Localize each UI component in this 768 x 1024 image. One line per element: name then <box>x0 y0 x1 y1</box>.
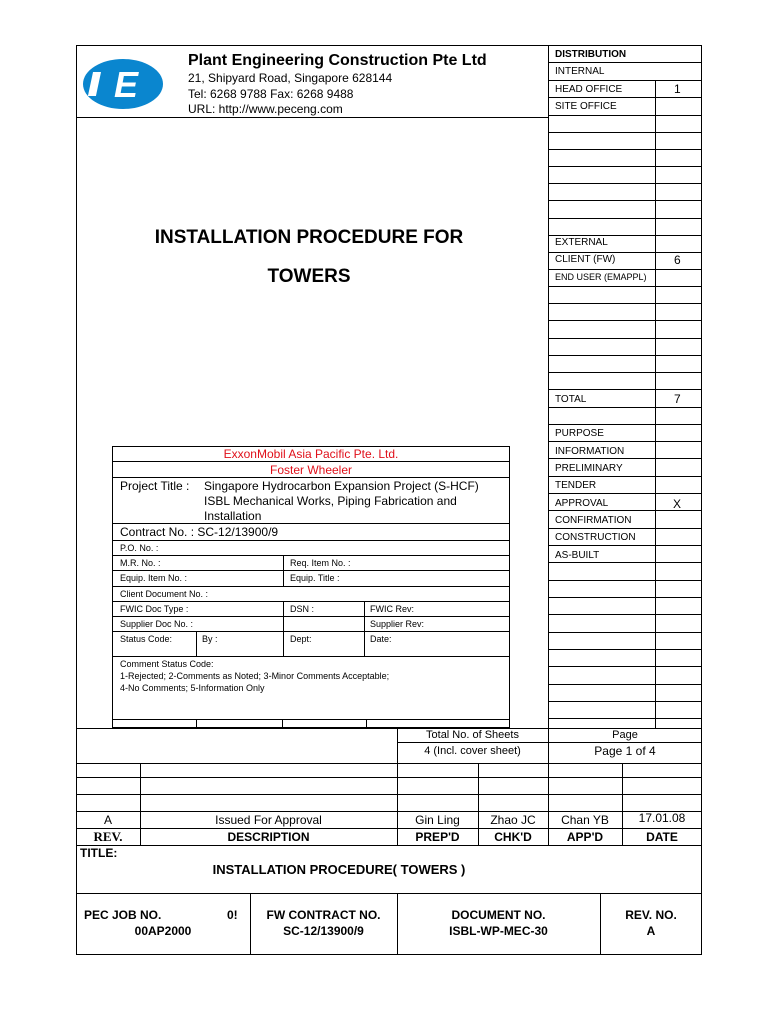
distribution-row-line <box>548 441 702 442</box>
stamp-mr-no: M.R. No. : <box>120 558 161 568</box>
distribution-row-line <box>548 218 702 219</box>
purpose-approval: APPROVAL <box>555 498 609 509</box>
distribution-end-user: END USER (EMAPPL) <box>555 272 647 282</box>
header-description: DESCRIPTION <box>227 830 310 844</box>
stamp-by: By : <box>202 634 218 644</box>
stamp-comment-head: Comment Status Code: <box>120 659 214 669</box>
distribution-row-line <box>548 200 702 201</box>
company-logo <box>82 58 164 110</box>
company-name: Plant Engineering Construction Pte Ltd <box>188 52 487 69</box>
stamp-comment-line1: 1-Rejected; 2-Comments as Noted; 3-Minor Comments Acceptable; <box>120 671 390 681</box>
distribution-row-line <box>548 115 702 116</box>
revision-prepared-by: Gin Ling <box>415 813 460 827</box>
pec-job-value: 00AP2000 <box>134 924 192 938</box>
purpose-confirmation: CONFIRMATION <box>555 515 632 526</box>
total-qty: 7 <box>674 392 681 406</box>
title-value: INSTALLATION PROCEDURE( TOWERS ) <box>212 862 466 877</box>
stamp-project-line2: ISBL Mechanical Works, Piping Fabrication and <box>204 494 457 508</box>
client-qty: 6 <box>674 253 681 267</box>
distribution-row-line <box>548 183 702 184</box>
purpose-as-built: AS-BUILT <box>555 550 600 561</box>
header-date: DATE <box>646 830 678 844</box>
rev-no-value: A <box>646 924 656 938</box>
head-office-qty: 1 <box>674 82 681 96</box>
revision-checked-by: Zhao JC <box>490 813 536 827</box>
distribution-row-line <box>548 303 702 304</box>
distribution-row-line <box>548 493 702 494</box>
stamp-client-doc-no: Client Document No. : <box>120 589 209 599</box>
page-label: Page <box>612 729 638 741</box>
distribution-row-line <box>548 458 702 459</box>
purpose-information: INFORMATION <box>555 446 625 457</box>
distribution-row-line <box>548 476 702 477</box>
total-sheets-value: 4 (Incl. cover sheet) <box>424 745 521 757</box>
distribution-row-line <box>548 149 702 150</box>
distribution-row-line <box>548 235 702 236</box>
stamp-equip-title: Equip. Title : <box>290 573 340 583</box>
document-no-label: DOCUMENT NO. <box>451 908 546 922</box>
header-approved: APP'D <box>566 830 604 844</box>
stamp-client-exxonmobil: ExxonMobil Asia Pacific Pte. Ltd. <box>223 447 399 461</box>
distribution-row-line <box>548 701 702 702</box>
document-title-line2: TOWERS <box>267 266 351 287</box>
distribution-row-line <box>548 286 702 287</box>
distribution-row-line <box>548 684 702 685</box>
distribution-row-line <box>548 545 702 546</box>
pec-job-label: PEC JOB NO. <box>84 908 162 922</box>
distribution-row-line <box>548 62 702 63</box>
stamp-client-foster-wheeler: Foster Wheeler <box>269 463 353 477</box>
stamp-date: Date: <box>370 634 392 644</box>
company-url: URL: http://www.peceng.com <box>188 102 343 116</box>
distribution-row-line <box>548 718 702 719</box>
distribution-row-line <box>548 562 702 563</box>
distribution-row-line <box>548 320 702 321</box>
stamp-fwic-rev: FWIC Rev: <box>370 604 414 614</box>
revision-approved-by: Chan YB <box>561 813 609 827</box>
title-label: TITLE: <box>80 846 118 860</box>
stamp-contract-no: Contract No. : SC-12/13900/9 <box>120 525 279 539</box>
distribution-row-line <box>548 597 702 598</box>
company-tel-fax: Tel: 6268 9788 Fax: 6268 9488 <box>188 87 354 101</box>
distribution-row-line <box>548 132 702 133</box>
stamp-supplier-doc-no: Supplier Doc No. : <box>120 619 194 629</box>
stamp-fwic-doc-type: FWIC Doc Type : <box>120 604 189 614</box>
distribution-site-office: SITE OFFICE <box>555 101 617 112</box>
total-sheets-label: Total No. of Sheets <box>426 729 519 741</box>
company-address: 21, Shipyard Road, Singapore 628144 <box>188 71 393 85</box>
distribution-header: DISTRIBUTION <box>555 49 627 60</box>
distribution-row-line <box>548 649 702 650</box>
logo-letter: E <box>113 64 139 105</box>
distribution-row-line <box>548 528 702 529</box>
rev-no-label: REV. NO. <box>625 908 677 922</box>
stamp-dsn: DSN : <box>290 604 315 614</box>
distribution-row-line <box>548 666 702 667</box>
distribution-row-line <box>548 372 702 373</box>
header-rev: REV. <box>93 829 123 844</box>
stamp-status-code: Status Code: <box>120 634 173 644</box>
distribution-row-line <box>548 407 702 408</box>
distribution-external: EXTERNAL <box>555 237 608 248</box>
distribution-total: TOTAL <box>555 394 587 405</box>
revision-date: 17.01.08 <box>638 811 686 825</box>
stamp-req-item-no: Req. Item No. : <box>290 558 351 568</box>
distribution-client: CLIENT (FW) <box>555 254 616 265</box>
fw-contract-label: FW CONTRACT NO. <box>266 908 381 922</box>
approval-mark: X <box>673 497 682 511</box>
distribution-row-line <box>548 97 702 98</box>
page-value: Page 1 of 4 <box>594 744 656 758</box>
distribution-row-line <box>548 269 702 270</box>
stamp-project-label: Project Title : <box>120 479 190 493</box>
document-no-value: ISBL-WP-MEC-30 <box>449 924 548 938</box>
distribution-row-line <box>548 338 702 339</box>
stamp-dept: Dept: <box>290 634 312 644</box>
purpose-construction: CONSTRUCTION <box>555 532 636 543</box>
purpose-tender: TENDER <box>555 480 597 491</box>
distribution-head-office: HEAD OFFICE <box>555 84 623 95</box>
pec-job-suffix: 0! <box>227 908 238 922</box>
distribution-row-line <box>548 580 702 581</box>
stamp-supplier-rev: Supplier Rev: <box>370 619 425 629</box>
purpose-label: PURPOSE <box>555 428 604 439</box>
distribution-row-line <box>548 166 702 167</box>
distribution-row-line <box>548 389 702 390</box>
revision-rev: A <box>103 813 112 827</box>
distribution-row-line <box>548 632 702 633</box>
stamp-project-line3: Installation <box>204 509 262 523</box>
stamp-equip-item-no: Equip. Item No. : <box>120 573 188 583</box>
fw-contract-value: SC-12/13900/9 <box>283 924 364 938</box>
stamp-po-no: P.O. No. : <box>120 543 159 553</box>
stamp-project-line1: Singapore Hydrocarbon Expansion Project (S-HCF) <box>204 479 479 493</box>
revision-description: Issued For Approval <box>215 813 322 827</box>
header-checked: CHK'D <box>494 830 532 844</box>
purpose-preliminary: PRELIMINARY <box>555 463 623 474</box>
distribution-row-line <box>548 355 702 356</box>
distribution-internal: INTERNAL <box>555 66 605 77</box>
document-title-line1: INSTALLATION PROCEDURE FOR <box>154 227 464 248</box>
stamp-comment-line2: 4-No Comments; 5-Information Only <box>120 683 265 693</box>
distribution-row-line <box>548 614 702 615</box>
header-prepared: PREP'D <box>415 830 460 844</box>
distribution-row-line <box>548 424 702 425</box>
distribution-row-line <box>548 80 702 81</box>
